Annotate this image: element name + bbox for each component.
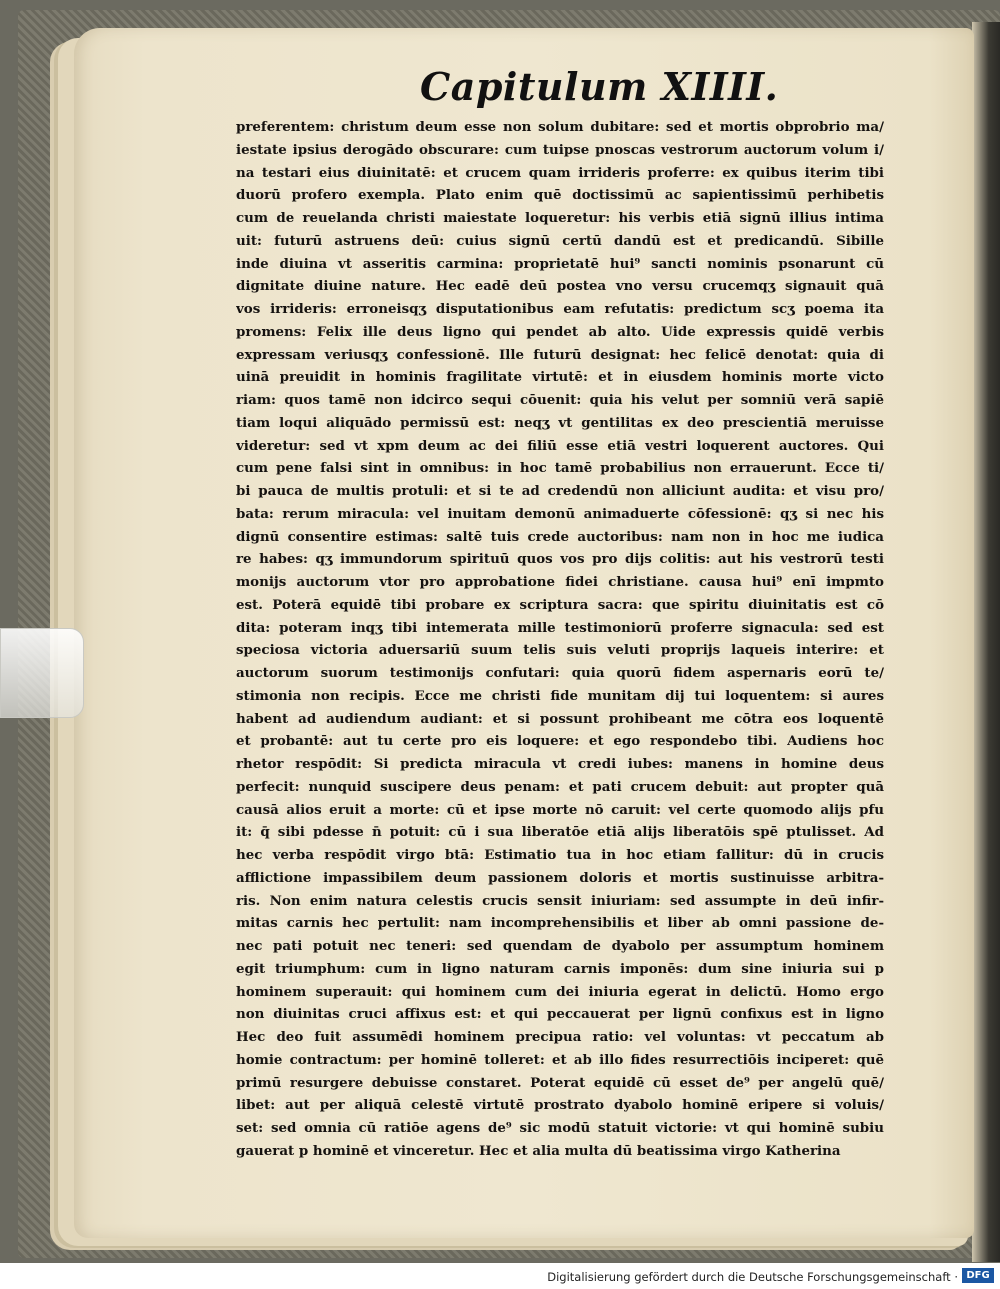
text-line: promens: Felix ille deus ligno qui pendet ab alto. Uide expressis quidē verbis <box>236 323 884 340</box>
text-line: uit: futurū astruens deū: cuius signū certū dandū est et predicandū. Sibille <box>236 232 884 249</box>
text-line: ris. Non enim natura celestis crucis sensit iniuriam: sed assumpte in deū infir- <box>236 892 884 909</box>
text-line: causā alios eruit a morte: cū et ipse morte nō caruit: vel certe quomodo alijs pfu <box>236 801 884 818</box>
text-line: homie contractum: per hominē tolleret: et ab illo fides resurrectiōis inciperet: quē <box>236 1051 884 1068</box>
text-line: mitas carnis hec pertulit: nam incomprehensibilis et liber ab omni passione de- <box>236 915 884 932</box>
dfg-logo: DFG <box>962 1268 994 1283</box>
funding-credit: Digitalisierung gefördert durch die Deutsche Forschungsgemeinschaft · <box>547 1270 958 1284</box>
text-line: videretur: sed vt xpm deum ac dei filiū esse etiā vestri loquerent auctores. Qui <box>236 437 884 454</box>
text-line: Hec deo fuit assumēdi hominem precipua ratio: vel voluntas: vt peccatum ab <box>236 1029 884 1045</box>
text-line: rhetor respōdit: Si predicta miracula vt credi iubes: manens in homine deus <box>236 756 884 772</box>
text-line: expressam veriusqʒ confessionē. Ille futurū designat: hec felicē denotat: quia di <box>236 346 884 363</box>
text-line: cum de reuelanda christi maiestate loqueretur: his verbis etiā signū illius intima <box>236 210 884 226</box>
text-line: primū resurgere debuisse constaret. Poterat equidē cū esset de⁹ per angelū quē/ <box>236 1074 884 1091</box>
text-line: egit triumphum: cum in ligno naturam carnis imponēs: dum sine iniuria sui p <box>236 960 884 977</box>
text-line: uinā preuidit in hominis fragilitate virtutē: et in eiusdem hominis morte victo <box>236 369 884 386</box>
chapter-heading: Capitulum XIIII. <box>420 64 779 109</box>
text-line: na testari eius diuinitatē: et crucem quam irrideris proferre: ex quibus iterim tibi <box>236 164 884 181</box>
text-line: stimonia non recipis. Ecce me christi fide munitam dij tui loquentem: si aures <box>236 687 884 704</box>
text-line: hominem superauit: qui hominem cum dei iniuria egerat in delictū. Homo ergo <box>236 983 884 1000</box>
page-clip <box>0 628 84 718</box>
text-line: afflictione impassibilem deum passionem doloris et mortis sustinuisse arbitra- <box>236 869 884 886</box>
text-line: iestate ipsius derogādo obscurare: cum tuipse pnoscas vestrorum auctorum volum i/ <box>236 141 884 158</box>
text-line: tiam loqui aliquādo permissū est: neqʒ vt gentilitas ex deo prescientiā meruisse <box>236 414 884 431</box>
text-line: dignū consentire estimas: saltē tuis crede auctoribus: nam non in hoc me iudica <box>236 528 884 545</box>
text-line: preferentem: christum deum esse non solum dubitare: sed et mortis obprobrio ma/ <box>236 119 884 135</box>
text-line: est. Poterā equidē tibi probare ex scriptura sacra: que spiritu diuinitatis est cō <box>236 596 884 613</box>
text-line: monijs auctorum vtor pro approbatione fidei christiane. causa hui⁹ enī impmto <box>236 574 884 590</box>
text-line: riam: quos tamē non idcirco sequi cōuenit: quia his velut per somniū verā sapiē <box>236 392 884 408</box>
text-line: dignitate diuine nature. Hec eadē deū postea vno versu crucemqʒ signauit quā <box>236 278 884 295</box>
text-line: speciosa victoria aduersariū suum telis suis veluti proprijs laqueis interire: et <box>236 642 884 659</box>
page-body-text <box>236 116 884 1163</box>
text-line: dita: poteram inqʒ tibi intemerata mille testimoniorū proferre signacula: sed est <box>236 619 884 636</box>
text-line: re habes: qʒ immundorum spirituū quos vos pro dijs colitis: aut his vestrorū testi <box>236 551 884 568</box>
text-line: bi pauca de multis protuli: et si te ad credendū non alliciunt audita: et visu pro/ <box>236 483 884 499</box>
book-spine-edge <box>972 22 1000 1262</box>
text-line: bata: rerum miracula: vel inuitam demonū animaduerte cōfessionē: qʒ si nec his <box>236 505 884 522</box>
text-line: inde diuina vt asseritis carmina: proprietatē hui⁹ sancti nominis psonarunt cū <box>236 255 884 272</box>
text-line: set: sed omnia cū ratiōe agens de⁹ sic modū statuit victorie: vt qui hominē subiu <box>236 1120 884 1136</box>
text-line: hec verba respōdit virgo btā: Estimatio tua in hoc etiam fallitur: dū in crucis <box>236 847 884 863</box>
text-line: auctorum suorum testimonijs confutari: quia quorū fidem aspernaris eorū te/ <box>236 665 884 681</box>
text-line: habent ad audiendum audiant: et si possunt prohibeant me cōtra eos loquentē <box>236 710 884 727</box>
text-line: non diuinitas cruci affixus est: et qui peccauerat per lignū confixus est in ligno <box>236 1006 884 1023</box>
text-line: it: q̄ sibi pdesse n̄ potuit: cū i sua liberatōe etiā alijs liberatōis spē ptulisset. Ad <box>236 824 884 841</box>
text-line: cum pene falsi sint in omnibus: in hoc tamē probabilius non errauerunt. Ecce ti/ <box>236 460 884 477</box>
footer-bar <box>0 1263 1000 1289</box>
text-line: nec pati potuit nec teneri: sed quendam de dyabolo per assumptum hominem <box>236 938 884 954</box>
text-line: gauerat p hominē et vinceretur. Hec et alia multa dū beatissima virgo Katherina <box>236 1142 841 1159</box>
text-line: et probantē: aut tu certe pro eis loquere: et ego respondebo tibi. Audiens hoc <box>236 733 884 750</box>
text-line: libet: aut per aliquā celestē virtutē prostrato dyabolo hominē eripere si voluis/ <box>236 1097 884 1114</box>
text-line: vos irrideris: erroneisqʒ disputationibus eam refutatis: predictum scʒ poema ita <box>236 301 884 317</box>
text-line: perfecit: nunquid suscipere deus penam: et pati crucem debuit: aut propter quā <box>236 778 884 795</box>
text-line: duorū profero exempla. Plato enim quē doctissimū ac sapientissimū perhibetis <box>236 187 884 204</box>
